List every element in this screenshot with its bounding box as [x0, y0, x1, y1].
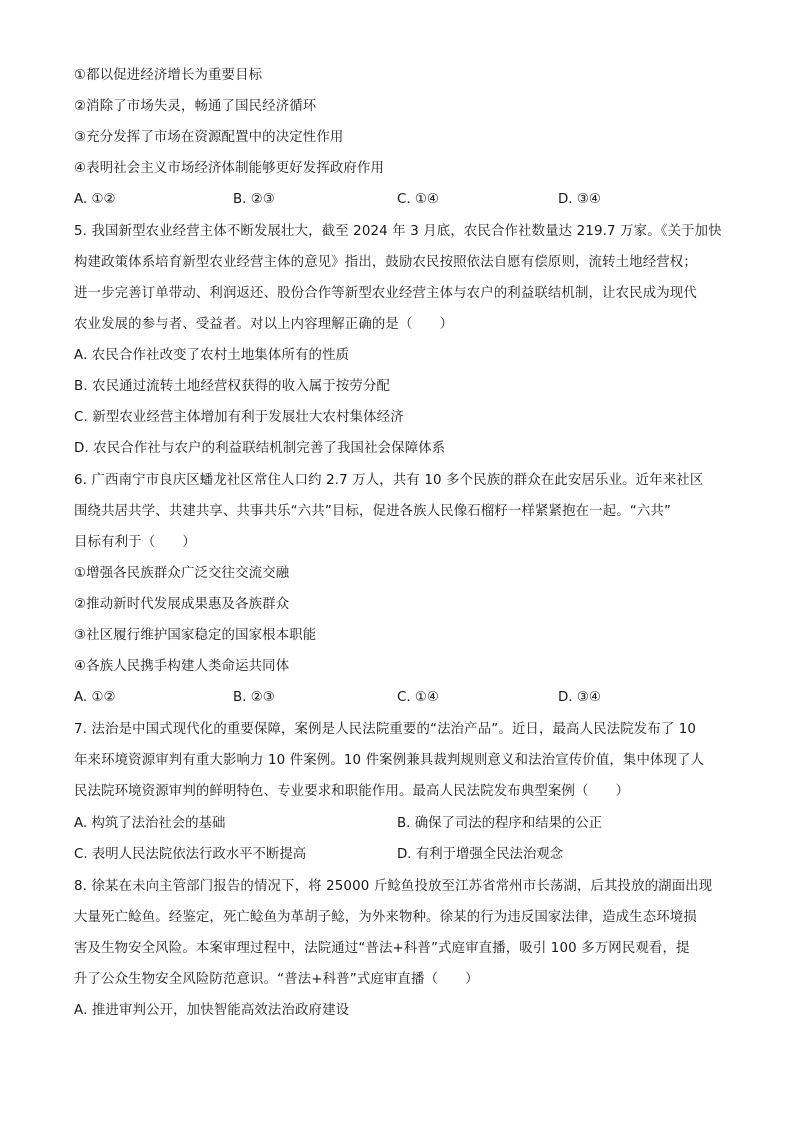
- question-6-line-2: 围绕共居共学、共建共享、共事共乐“六共”目标，促进各族人民像石榴籽一样紧紧抱在一起。“六共”: [74, 504, 672, 519]
- question-6-statement-2: ②推动新时代发展成果惠及各族群众: [74, 597, 290, 612]
- question-6-statement-4: ④各族人民携手构建人类命运共同体: [74, 659, 290, 674]
- statement-1: ①都以促进经济增长为重要目标: [74, 68, 263, 83]
- question-5-option-c: C. 新型农业经营主体增加有利于发展壮大农村集体经济: [74, 410, 404, 425]
- option-b: B. ②③: [233, 192, 275, 207]
- question-6-option-c: C. ①④: [397, 690, 439, 705]
- option-c: C. ①④: [397, 192, 439, 207]
- question-5-option-b: B. 农民通过流转土地经营权获得的收入属于按劳分配: [74, 379, 391, 394]
- question-7-option-b: B. 确保了司法的程序和结果的公正: [397, 816, 603, 831]
- question-5-line-4: 农业发展的参与者、受益者。对以上内容理解正确的是（ ）: [74, 317, 454, 332]
- question-6-statement-1: ①增强各民族群众广泛交往交流交融: [74, 566, 290, 581]
- question-5-option-a: A. 农民合作社改变了农村土地集体所有的性质: [74, 348, 350, 363]
- question-7-option-d: D. 有利于增强全民法治观念: [397, 847, 564, 862]
- question-6-line-3: 目标有利于（ ）: [74, 535, 196, 550]
- question-6-option-a: A. ①②: [74, 690, 116, 705]
- statement-3: ③充分发挥了市场在资源配置中的决定性作用: [74, 130, 344, 145]
- statement-4: ④表明社会主义市场经济体制能够更好发挥政府作用: [74, 161, 385, 176]
- question-5-line-2: 构建政策体系培育新型农业经营主体的意见》指出，鼓励农民按照依法自愿有偿原则，流转土地经营权；: [74, 255, 697, 270]
- question-6-option-d: D. ③④: [558, 690, 601, 705]
- question-6-statement-3: ③社区履行维护国家稳定的国家根本职能: [74, 628, 317, 643]
- question-8-line-1: 8. 徐某在未向主管部门报告的情况下，将 25000 斤鲶鱼投放至江苏省常州市长荡湖，后其投放的湖面出现: [74, 879, 713, 894]
- question-8-line-3: 害及生物安全风险。本案审理过程中，法院通过“普法+科普”式庭审直播，吸引 100 多万网民观看，提: [74, 941, 690, 956]
- question-8-option-a: A. 推进审判公开，加快智能高效法治政府建设: [74, 1003, 350, 1018]
- option-a: A. ①②: [74, 192, 116, 207]
- option-d: D. ③④: [558, 192, 601, 207]
- question-5-line-1: 5. 我国新型农业经营主体不断发展壮大，截至 2024 年 3 月底，农民合作社数量达 219.7 万家。《关于加快: [74, 224, 722, 239]
- question-8-line-2: 大量死亡鲶鱼。经鉴定，死亡鲶鱼为革胡子鲶，为外来物种。徐某的行为违反国家法律，造成生态环境损: [74, 910, 697, 925]
- question-6-line-1: 6. 广西南宁市良庆区蟠龙社区常住人口约 2.7 万人，共有 10 多个民族的群众在此安居乐业。近年来社区: [74, 473, 704, 488]
- question-5-line-3: 进一步完善订单带动、利润返还、股份合作等新型农业经营主体与农户的利益联结机制，让农民成为现代: [74, 286, 697, 301]
- question-7-line-2: 年来环境资源审判有重大影响力 10 件案例。10 件案例兼具裁判规则意义和法治宣传价值，集中体现了人: [74, 753, 705, 768]
- question-7-option-c: C. 表明人民法院依法行政水平不断提高: [74, 847, 307, 862]
- question-8-line-4: 升了公众生物安全风险防范意识。“普法+科普”式庭审直播（ ）: [74, 972, 479, 987]
- question-5-option-d: D. 农民合作社与农户的利益联结机制完善了我国社会保障体系: [74, 441, 446, 456]
- statement-2: ②消除了市场失灵，畅通了国民经济循环: [74, 99, 317, 114]
- question-7-line-1: 7. 法治是中国式现代化的重要保障，案例是人民法院重要的“法治产品”。近日，最高人民法院发布了 10: [74, 722, 697, 737]
- question-7-option-a: A. 构筑了法治社会的基础: [74, 816, 226, 831]
- question-7-line-3: 民法院环境资源审判的鲜明特色、专业要求和职能作用。最高人民法院发布典型案例（ ）: [74, 784, 630, 799]
- question-6-option-b: B. ②③: [233, 690, 275, 705]
